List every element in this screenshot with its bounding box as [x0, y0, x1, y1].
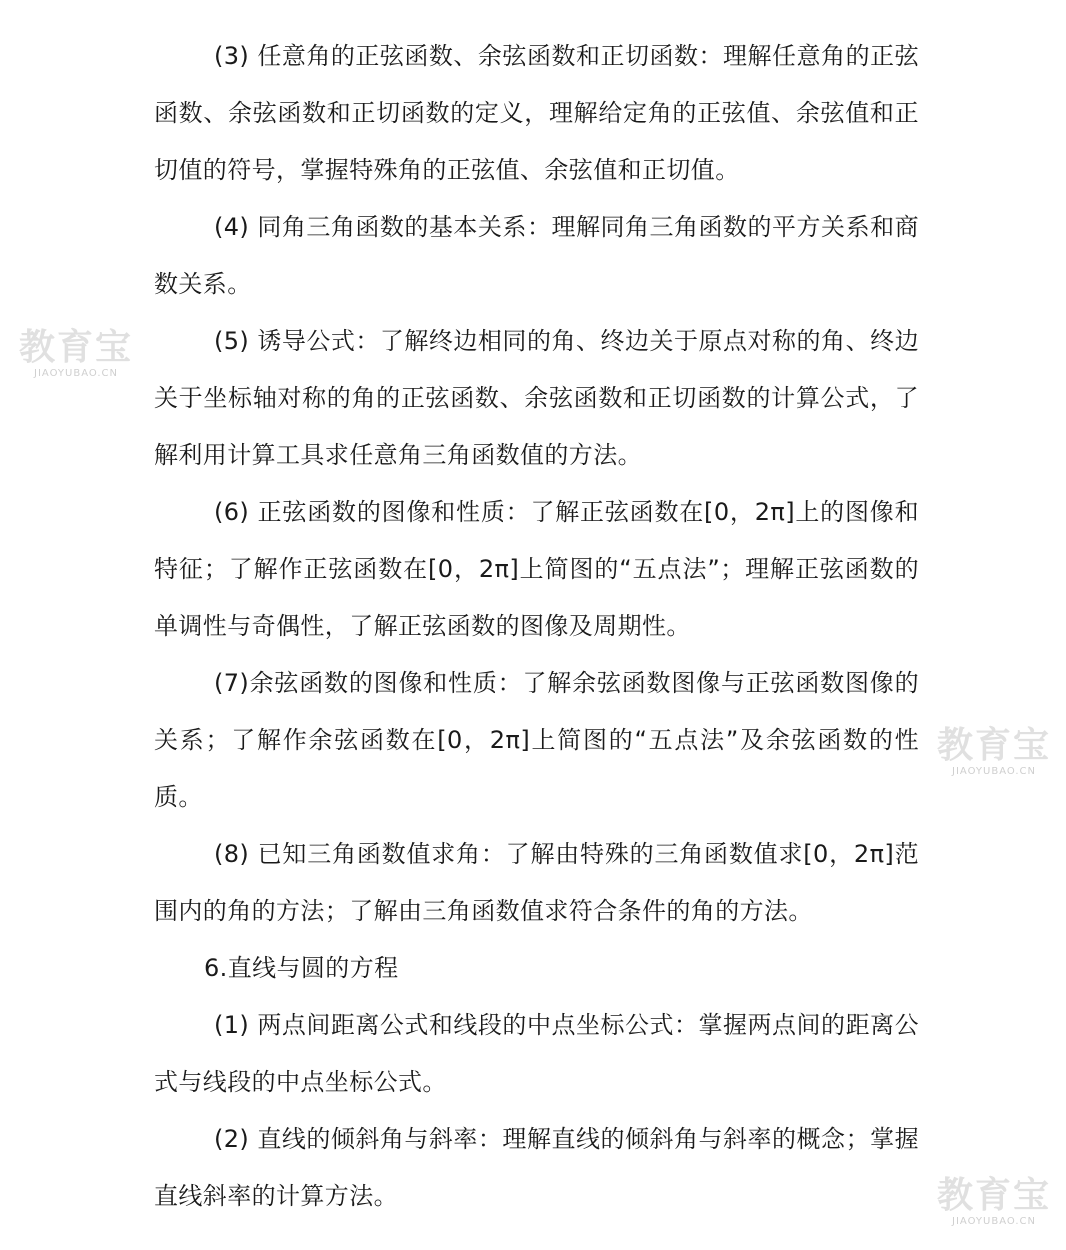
watermark-brand-cn: 教育宝: [936, 1175, 1051, 1216]
paragraph-cosine-graph-properties: (7)余弦函数的图像和性质：了解余弦函数图像与正弦函数图像的关系；了解作余弦函数在[0，2π]上简图的“五点法”及余弦函数的性质。: [154, 669, 919, 811]
paragraph-inclination-and-slope: (2) 直线的倾斜角与斜率：理解直线的倾斜角与斜率的概念；掌握直线斜率的计算方法。: [154, 1125, 919, 1210]
paragraph-sine-graph-properties: (6) 正弦函数的图像和性质：了解正弦函数在[0，2π]上的图像和特征；了解作正弦函数在[0，2π]上简图的“五点法”；理解正弦函数的单调性与奇偶性，了解正弦函数的图像及周期性。: [154, 498, 919, 640]
section-heading-lines-and-circles: 6.直线与圆的方程: [204, 954, 399, 982]
paragraph-same-angle-relations: (4) 同角三角函数的基本关系：理解同角三角函数的平方关系和商数关系。: [154, 213, 919, 298]
watermark-brand-en: JIAOYUBAO.CN: [34, 368, 118, 379]
document-body: [154, 28, 919, 1225]
paragraph-distance-midpoint-formula: (1) 两点间距离公式和线段的中点坐标公式：掌握两点间的距离公式与线段的中点坐标公式。: [154, 1011, 919, 1096]
paragraph-sine-cosine-tangent-definition: (3) 任意角的正弦函数、余弦函数和正切函数：理解任意角的正弦函数、余弦函数和正切函数的定义，理解给定角的正弦值、余弦值和正切值的符号，掌握特殊角的正弦值、余弦值和正切值。: [154, 42, 919, 184]
watermark-brand-en: JIAOYUBAO.CN: [952, 1216, 1036, 1227]
watermark-brand-cn: 教育宝: [936, 725, 1051, 766]
watermark-logo: [934, 1176, 1054, 1228]
watermark-logo: [934, 726, 1054, 778]
watermark-logo: [16, 328, 136, 380]
watermark-brand-cn: 教育宝: [18, 327, 133, 368]
paragraph-induction-formulas: (5) 诱导公式：了解终边相同的角、终边关于原点对称的角、终边关于坐标轴对称的角的正弦函数、余弦函数和正切函数的计算公式，了解利用计算工具求任意角三角函数值的方法。: [154, 327, 919, 469]
paragraph-find-angle-from-value: (8) 已知三角函数值求角：了解由特殊的三角函数值求[0，2π]范围内的角的方法；了解由三角函数值求符合条件的角的方法。: [154, 840, 919, 925]
watermark-brand-en: JIAOYUBAO.CN: [952, 766, 1036, 777]
